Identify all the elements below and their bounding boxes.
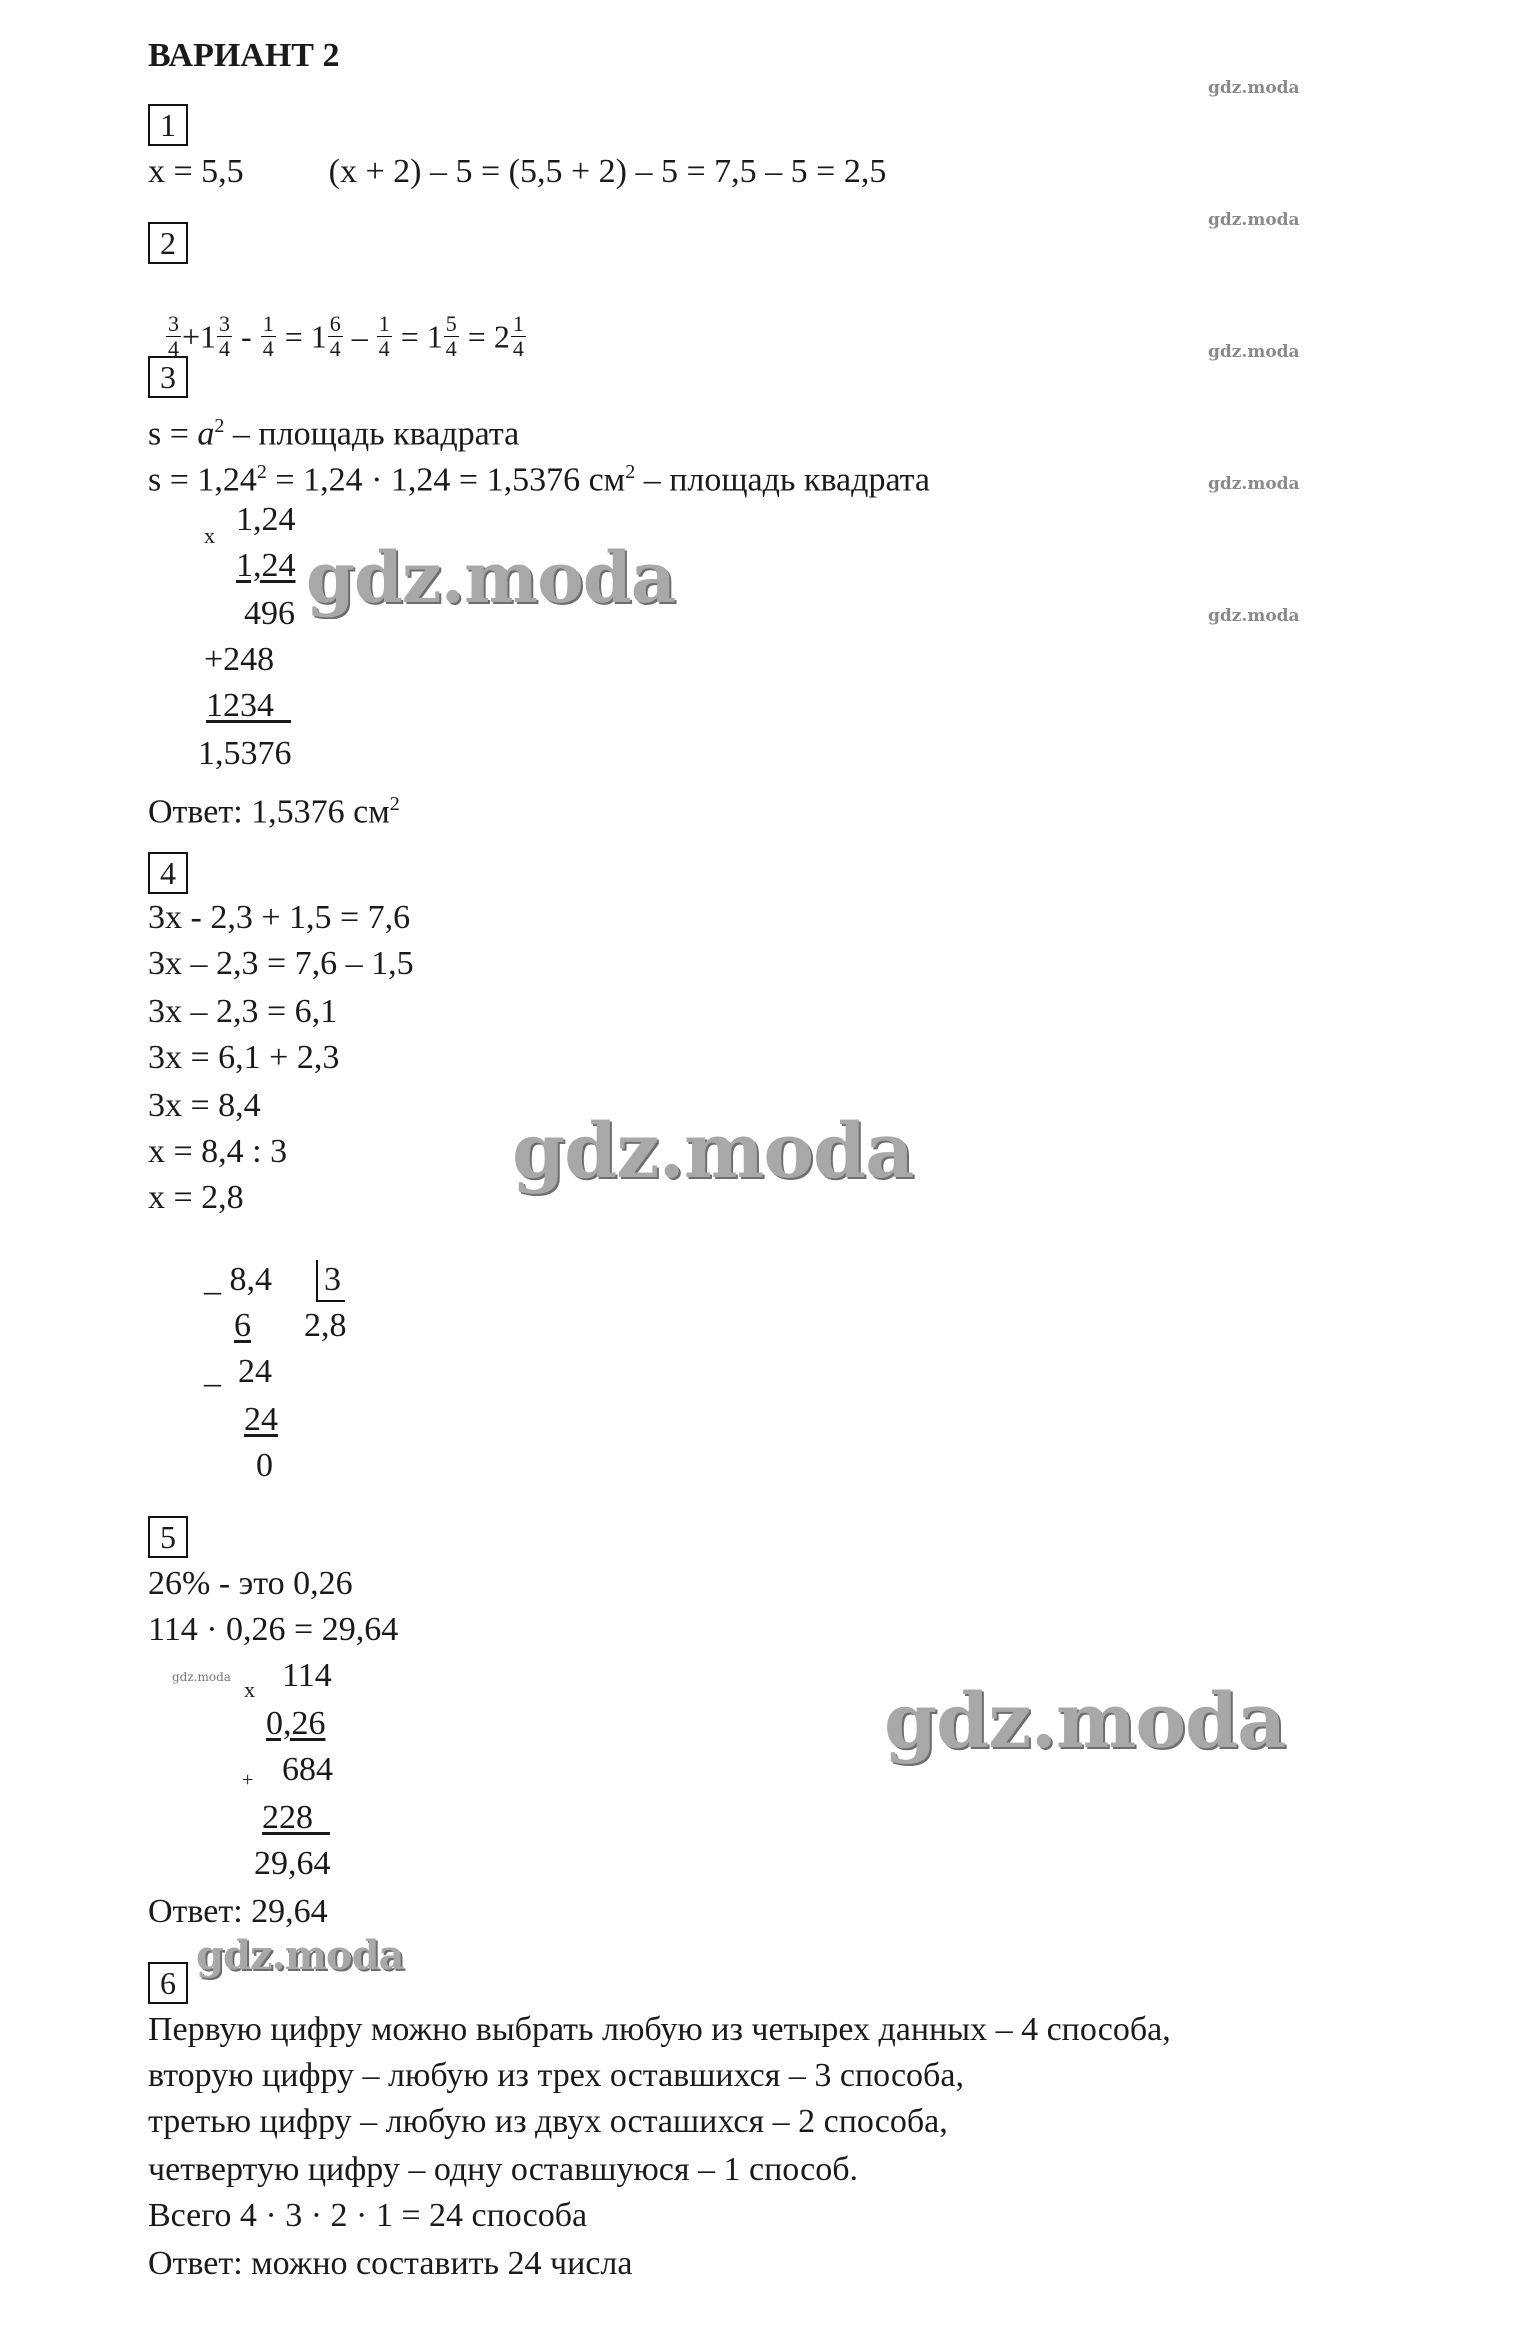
fraction: $\frac{1}{4}$ — [378, 311, 390, 361]
task5-line: 114 · 0,26 = 29,64 — [148, 1611, 399, 1648]
fraction: $\frac{1}{4}$ — [512, 311, 524, 361]
page-title: ВАРИАНТ 2 — [148, 37, 340, 74]
equation-line: 3x – 2,3 = 6,1 — [148, 993, 338, 1030]
column-mul-line: 114 — [282, 1657, 332, 1694]
column-mul-line: 1,24 — [236, 501, 296, 538]
column-mul-line: 496 — [244, 595, 295, 632]
task3-calc: $s = 1,24^2 = 1,24 \cdot 1,24 = 1,5376$ $см^2$ – площадь квадрата — [148, 461, 931, 499]
task3-formula: $s = a^2$ – площадь квадрата — [148, 415, 520, 453]
plus-sign: + — [242, 1769, 254, 1791]
task6-line: четвертую цифру – одну оставшуюся – 1 способ. — [148, 2151, 859, 2188]
task-number-1: 1 — [148, 104, 188, 146]
task6-line: Всего 4 · 3 · 2 · 1 = 24 способа — [148, 2197, 588, 2234]
watermark: gdz.moda — [306, 536, 676, 619]
task-number-6: 6 — [148, 1962, 188, 2004]
equation-line: 3x = 6,1 + 2,3 — [148, 1039, 340, 1076]
fraction: $\frac{5}{4}$ — [445, 311, 457, 361]
task5-answer: Ответ: 29,64 — [148, 1893, 328, 1930]
column-mul-line: 684 — [282, 1751, 333, 1788]
task-number-2: 2 — [148, 222, 188, 264]
column-mul-line: 0,26 — [266, 1705, 326, 1742]
task6-line: вторую цифру – любую из трех оставшихся – 3 способа, — [148, 2057, 964, 2094]
watermark: gdz.moda — [196, 1932, 404, 1979]
task3-answer: Ответ: 1,5376 $см^2$ — [148, 793, 400, 831]
mul-sign: x — [204, 523, 215, 548]
division-line: 0 — [256, 1447, 273, 1484]
division-divisor: 3 — [316, 1260, 345, 1302]
fraction: $\frac{3}{4}$ — [168, 311, 179, 361]
column-mul-line: 1,24 — [236, 547, 296, 584]
task-number-4: 4 — [148, 852, 188, 894]
fraction: $\frac{3}{4}$ — [219, 311, 231, 361]
division-line: 6 — [234, 1307, 251, 1344]
watermark-small: gdz.moda — [1208, 210, 1300, 230]
equation-line: 3x - 2,3 + 1,5 = 7,6 — [148, 899, 411, 936]
watermark: gdz.moda — [512, 1106, 914, 1195]
column-mul-result: 29,64 — [254, 1845, 331, 1882]
equation-line: 3x – 2,3 = 7,6 – 1,5 — [148, 945, 414, 982]
watermark-small: gdz.moda — [1208, 78, 1300, 98]
task6-line: Первую цифру можно выбрать любую из четырех данных – 4 способа, — [148, 2011, 1171, 2048]
fraction: $\frac{6}{4}$ — [329, 311, 341, 361]
column-mul-result: 1,5376 — [198, 735, 292, 772]
mul-sign: x — [244, 1677, 255, 1702]
column-mul-line: 1234 — [206, 687, 291, 724]
division-quotient: 2,8 — [304, 1307, 347, 1344]
fraction: $\frac{1}{4}$ — [262, 311, 274, 361]
task6-answer: Ответ: можно составить 24 числа — [148, 2245, 633, 2282]
watermark-small: gdz.moda — [1208, 342, 1300, 362]
column-mul-line: 228 — [262, 1799, 330, 1836]
task2-line: $\frac{3}{4}$ +1 $\frac{3}{4}$ - $\frac{1}{4}$ = 1 $\frac{6}{4}$ – $\frac{1}{4}$ = 1 $\frac{5}{4}$ = 2 $\frac{1}{4}$ — [168, 311, 524, 361]
equation-line: 3x = 8,4 — [148, 1087, 261, 1124]
task6-line: третью цифру – любую из двух осташихся – 2 способа, — [148, 2103, 948, 2140]
task-number-3: 3 — [148, 356, 188, 398]
watermark-small: gdz.moda — [1208, 474, 1300, 494]
equation-line: x = 8,4 : 3 — [148, 1133, 288, 1170]
task-number-5: 5 — [148, 1516, 188, 1558]
column-mul-line: +248 — [204, 641, 275, 678]
watermark-tiny: gdz.moda — [172, 1670, 231, 1684]
division-line: _ 8,4 — [204, 1261, 272, 1298]
task1-line: x = 5,5 (x + 2) – 5 = (5,5 + 2) – 5 = 7,5 – 5 = 2,5 — [148, 153, 887, 190]
watermark: gdz.moda — [884, 1676, 1286, 1765]
equation-line: x = 2,8 — [148, 1179, 244, 1216]
watermark-small: gdz.moda — [1208, 606, 1300, 626]
division-line: _ 24 — [204, 1353, 272, 1390]
division-line: 24 — [244, 1401, 278, 1438]
task5-line: 26% - это 0,26 — [148, 1565, 353, 1602]
